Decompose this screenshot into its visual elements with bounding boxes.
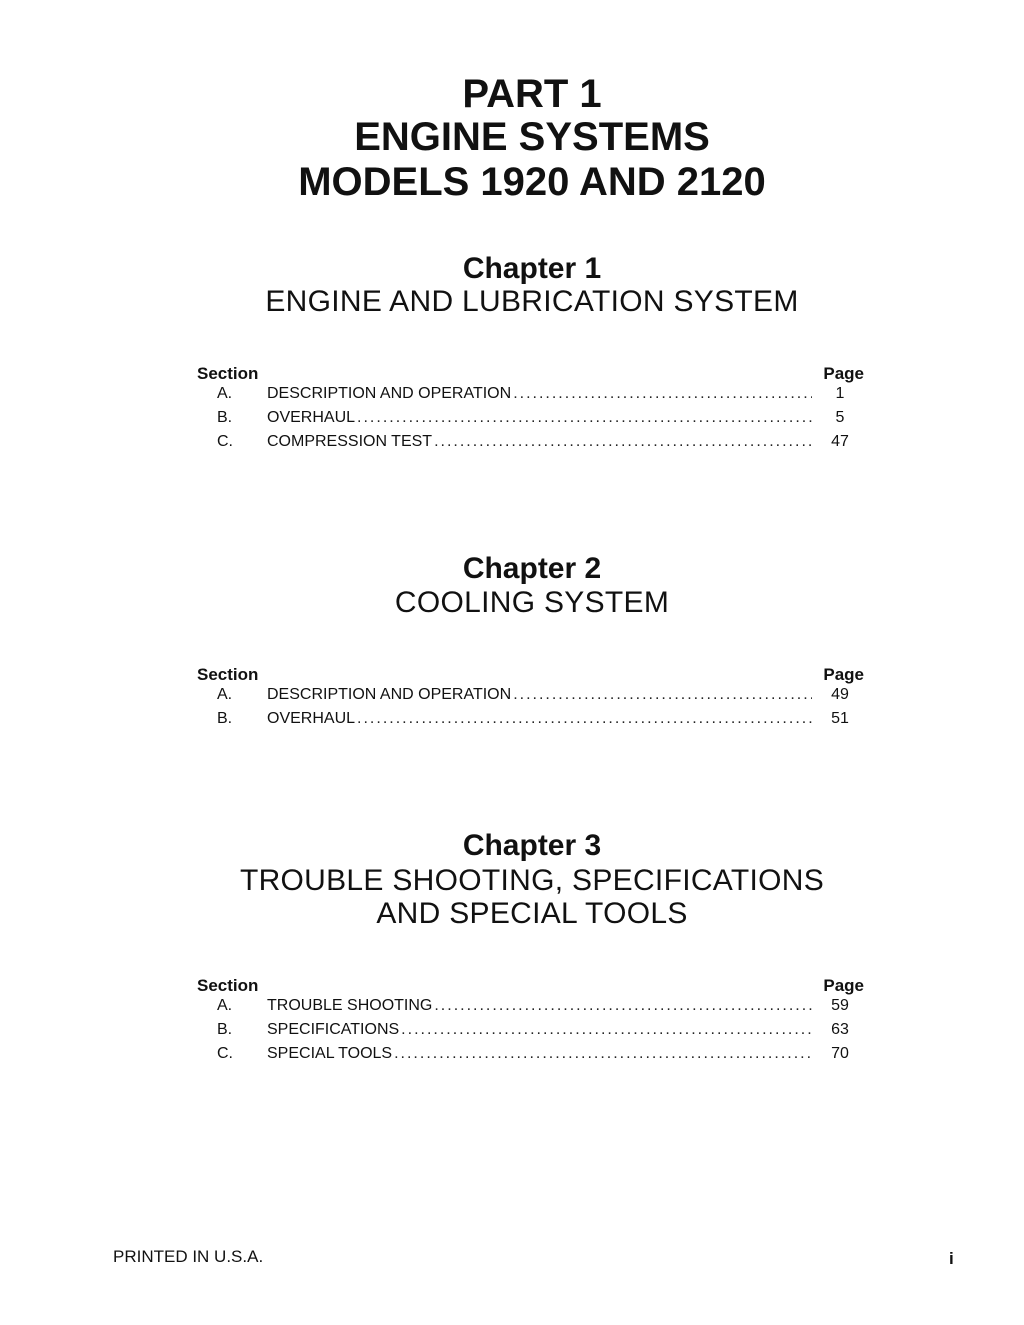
toc-entry-label: OVERHAUL [267, 710, 356, 727]
toc-entry-letter: A. [217, 385, 233, 402]
dot-leader [357, 710, 812, 728]
page-number: i [949, 1249, 954, 1268]
part-title: PART 1 [462, 72, 602, 116]
dot-leader [394, 1045, 812, 1063]
page-column-label: Page [823, 976, 864, 995]
toc-entry-page: 49 [831, 686, 849, 703]
toc-entry-label: TROUBLE SHOOTING [267, 997, 433, 1014]
toc-entry[interactable] [197, 385, 864, 409]
toc-entry-letter: B. [217, 409, 233, 426]
toc-entry-letter: B. [217, 1021, 233, 1038]
chapter-3-subtitle-line-1: TROUBLE SHOOTING, SPECIFICATIONS [239, 864, 825, 897]
dot-leader [434, 433, 812, 451]
toc-entry-label: COMPRESSION TEST [267, 433, 433, 450]
toc-entry-letter: B. [217, 710, 233, 727]
page-column-label: Page [823, 364, 864, 383]
dot-leader [401, 1021, 812, 1039]
toc-header [197, 976, 864, 997]
toc-entry[interactable] [197, 997, 864, 1021]
part-models: MODELS 1920 AND 2120 [298, 160, 766, 204]
dot-leader [357, 409, 812, 427]
toc-entry[interactable] [197, 710, 864, 734]
dot-leader [434, 997, 812, 1015]
toc-entry-page: 51 [831, 710, 849, 727]
chapter-2-toc [197, 665, 864, 734]
toc-entry[interactable] [197, 409, 864, 433]
toc-entry-label: SPECIFICATIONS [267, 1021, 400, 1038]
printed-in-notice: PRINTED IN U.S.A. [113, 1247, 264, 1266]
toc-entry-page: 59 [831, 997, 849, 1014]
toc-entry-letter: C. [217, 1045, 233, 1062]
chapter-2-subtitle: COOLING SYSTEM [394, 586, 670, 619]
section-column-label: Section [197, 364, 259, 383]
toc-entry-page: 47 [831, 433, 849, 450]
toc-entry[interactable] [197, 686, 864, 710]
toc-entry-letter: C. [217, 433, 233, 450]
toc-entry-page: 5 [835, 409, 845, 426]
toc-entry-label: DESCRIPTION AND OPERATION [267, 686, 512, 703]
toc-entry[interactable] [197, 1021, 864, 1045]
chapter-3-subtitle-line-2: AND SPECIAL TOOLS [376, 897, 688, 930]
toc-entry-letter: A. [217, 686, 233, 703]
toc-entry-label: SPECIAL TOOLS [267, 1045, 393, 1062]
section-column-label: Section [197, 665, 259, 684]
chapter-3-toc [197, 976, 864, 1069]
toc-entry[interactable] [197, 1045, 864, 1069]
chapter-2-title: Chapter 2 [462, 552, 602, 585]
toc-entry-label: DESCRIPTION AND OPERATION [267, 385, 512, 402]
chapter-1-subtitle: ENGINE AND LUBRICATION SYSTEM [265, 285, 799, 318]
toc-entry-page: 63 [831, 1021, 849, 1038]
section-column-label: Section [197, 976, 259, 995]
toc-entry-page: 70 [831, 1045, 849, 1062]
toc-entry-label: OVERHAUL [267, 409, 356, 426]
chapter-1-toc [197, 364, 864, 457]
toc-header [197, 364, 864, 385]
page-column-label: Page [823, 665, 864, 684]
toc-entry-page: 1 [835, 385, 845, 402]
toc-entry-letter: A. [217, 997, 233, 1014]
part-subtitle: ENGINE SYSTEMS [354, 115, 710, 159]
toc-header [197, 665, 864, 686]
chapter-3-title: Chapter 3 [462, 829, 602, 862]
chapter-1-title: Chapter 1 [462, 252, 602, 285]
dot-leader [513, 385, 812, 403]
toc-entry[interactable] [197, 433, 864, 457]
dot-leader [513, 686, 812, 704]
